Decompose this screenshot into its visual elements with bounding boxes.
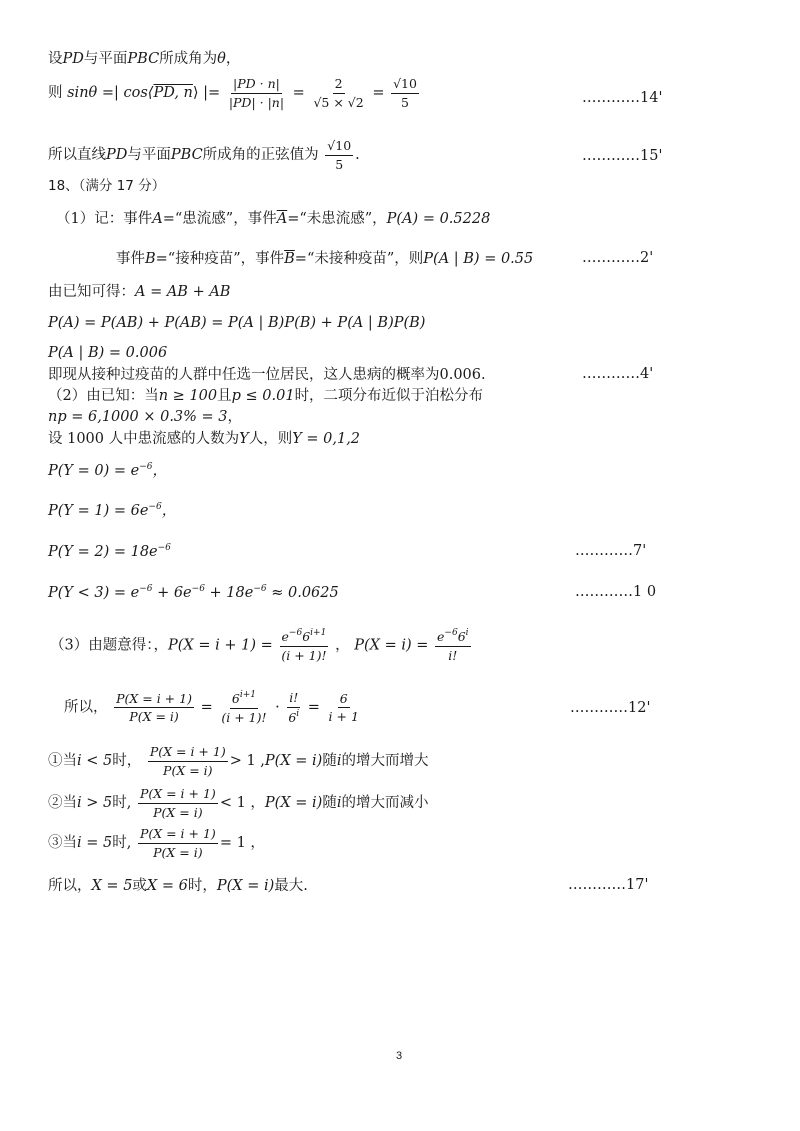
- var-y: Y: [239, 431, 249, 447]
- line-case-3: [48, 826, 265, 860]
- text: ①当: [48, 753, 77, 770]
- var-pd: PD: [106, 147, 128, 164]
- formula: P(A | B) = 0.55: [423, 251, 534, 267]
- base: 6: [302, 629, 311, 644]
- text: .: [481, 367, 486, 383]
- formula: P(Y = 1) = 6e: [48, 503, 149, 519]
- text: 时，: [112, 753, 142, 770]
- var-i: i: [336, 753, 342, 770]
- text: （2）由已知：当: [48, 388, 159, 404]
- line-py0: [48, 462, 167, 480]
- text: ，: [225, 51, 241, 67]
- var-pd: PD: [62, 51, 84, 67]
- formula: P(Y < 3) = e: [48, 585, 140, 601]
- line-angle-def: [48, 50, 240, 68]
- text: 由已知可得：: [48, 284, 135, 300]
- exponent: i+1: [239, 690, 256, 700]
- numerator: P(X = i + 1): [138, 786, 218, 804]
- text: 所以，: [48, 878, 92, 894]
- text: 时，: [187, 878, 217, 894]
- numerator: [230, 690, 258, 709]
- fraction-ratio: [138, 826, 218, 860]
- line-pab-result: P(A | B) = 0.006: [48, 345, 168, 361]
- text: 设 1000 人中患流感的人数为: [48, 431, 240, 447]
- line-part3-setup: [50, 628, 473, 663]
- exponent: −6: [157, 543, 171, 553]
- text: =“患流感”，事件: [162, 211, 277, 227]
- line-total-probability: P(A) = P(AB) + P(AB) = P(A | B)P(B) + P(A | B)P(B): [48, 315, 426, 331]
- var-i: i: [336, 795, 342, 812]
- line-py-less-3: [48, 584, 339, 602]
- fraction-ratio: [148, 744, 228, 778]
- var-pbc: PBC: [127, 51, 160, 67]
- equals: =: [200, 699, 213, 716]
- text: 或: [132, 878, 147, 894]
- line-sine-conclusion: [48, 138, 360, 172]
- formula: P(X = i) =: [354, 637, 429, 654]
- formula: P(Y = 2) = 18e: [48, 544, 158, 560]
- denominator: |PD| · |n|: [228, 94, 285, 110]
- denominator: i!: [448, 647, 458, 663]
- text: （1）记：事件: [56, 211, 153, 227]
- base: e: [437, 629, 445, 644]
- text: =“接种疫苗”，事件: [155, 251, 285, 267]
- formula: P(X = i): [264, 795, 323, 812]
- formula: np = 6,1000 × 0.3% = 3: [48, 409, 228, 425]
- line-case-2: [48, 786, 428, 820]
- text: 的增大而减小: [341, 795, 429, 812]
- text: 与平面: [83, 51, 128, 67]
- formula: n ≥ 100: [158, 388, 218, 404]
- numerator: P(X = i + 1): [138, 826, 218, 844]
- formula: X = 6: [146, 878, 188, 894]
- denominator: 5: [401, 94, 409, 110]
- exponent: −6: [139, 462, 153, 472]
- base: 6: [231, 691, 240, 706]
- score-7: …………7': [575, 543, 647, 559]
- text: 最大.: [274, 878, 308, 894]
- text: 时,: [112, 835, 132, 852]
- numerator: P(X = i + 1): [148, 744, 228, 762]
- var-a: A: [152, 211, 163, 227]
- formula: P(X = i + 1) =: [167, 637, 273, 654]
- denominator: √5 × √2: [313, 94, 364, 110]
- text: .: [355, 147, 360, 164]
- line-define-y: [48, 430, 360, 448]
- numerator: 2: [333, 76, 345, 94]
- text: 所以直线: [48, 147, 106, 164]
- score-12: …………12': [570, 700, 651, 716]
- text: 设: [48, 51, 63, 67]
- fraction-factorial: [286, 690, 301, 725]
- fraction-result: [325, 138, 353, 172]
- base: 6: [457, 629, 466, 644]
- text: > 1 ,: [229, 753, 265, 770]
- numerator: i!: [287, 690, 300, 708]
- text: 的增大而增大: [341, 753, 429, 770]
- formula-part: ⟩ |=: [192, 85, 221, 102]
- page-number: 3: [396, 1050, 403, 1062]
- denominator: i + 1: [328, 709, 359, 725]
- line-case-1: [48, 744, 428, 778]
- formula-vectors: PD, n: [153, 85, 193, 102]
- text: 人，则: [248, 431, 293, 447]
- formula: P(Y = 0) = e: [48, 463, 140, 479]
- fraction-dot-product: [227, 76, 286, 110]
- formula: p ≤ 0.01: [231, 388, 295, 404]
- equals: =: [307, 699, 320, 716]
- var-theta: θ: [217, 51, 226, 67]
- numerator: 6: [338, 691, 350, 709]
- denominator: P(X = i): [129, 709, 179, 725]
- score-17: …………17': [568, 877, 649, 893]
- formula: + 6e: [152, 585, 192, 601]
- formula-part: sinθ =| cos⟨: [67, 85, 154, 102]
- formula: A = AB + AB: [135, 284, 231, 300]
- formula: i > 5: [77, 795, 113, 812]
- exponent: i: [465, 628, 469, 638]
- line-event-b: [116, 250, 533, 268]
- text: 所成角为: [159, 51, 218, 67]
- multiply: ·: [275, 699, 280, 716]
- text: =“未患流感”，: [287, 211, 387, 227]
- exponent: i+1: [310, 628, 327, 638]
- exponent: −6: [253, 584, 267, 594]
- fraction-pxi: [435, 628, 471, 663]
- question-18-heading: 18、（满分 17 分）: [48, 178, 166, 194]
- line-np: [48, 408, 242, 426]
- value: 0.006: [439, 367, 482, 383]
- denominator: (i + 1)!: [221, 709, 267, 725]
- equals: =: [292, 85, 305, 102]
- fraction-simplified: [327, 691, 361, 725]
- text: 即现从接种过疫苗的人群中任选一位居民，这人患病的概率为: [48, 367, 440, 383]
- numerator: [435, 628, 471, 647]
- score-10: …………1 0: [575, 584, 657, 600]
- text: 随: [322, 753, 337, 770]
- formula: Y = 0,1,2: [292, 431, 361, 447]
- var-b: B: [145, 251, 156, 267]
- numerator: √10: [391, 76, 419, 94]
- formula: P(X = i): [216, 878, 275, 894]
- fraction-ratio: [114, 691, 194, 725]
- text: ③当: [48, 835, 77, 852]
- numerator: |PD · n|: [231, 76, 282, 94]
- base: e: [281, 629, 289, 644]
- exponent: −6: [444, 628, 458, 638]
- line-py2: [48, 543, 171, 561]
- exponent: −6: [288, 628, 303, 638]
- text: =“未接种疫苗”，则: [294, 251, 424, 267]
- line-py1: [48, 502, 176, 520]
- formula: ≈ 0.0625: [266, 585, 339, 601]
- line-event-a: [56, 210, 490, 228]
- line-given: [48, 283, 230, 301]
- var-b-bar: $\overline{B}$: [284, 251, 295, 267]
- text: 所以，: [64, 699, 108, 716]
- text: ，: [335, 637, 350, 654]
- formula: i < 5: [77, 753, 113, 770]
- formula: + 18e: [204, 585, 254, 601]
- text: （3）由题意得：，: [50, 637, 168, 654]
- text: 则: [48, 85, 63, 102]
- denominator: P(X = i): [163, 762, 213, 778]
- text: 时，二项分布近似于泊松分布: [294, 388, 484, 404]
- numerator: [280, 628, 329, 647]
- equals: =: [372, 85, 385, 102]
- fraction-value: [311, 76, 365, 110]
- formula: X = 5: [91, 878, 133, 894]
- numerator: P(X = i + 1): [114, 691, 194, 709]
- text: 与平面: [127, 147, 171, 164]
- denominator: P(X = i): [153, 804, 203, 820]
- text: 所成角的正弦值为: [202, 147, 319, 164]
- line-sin-formula: [48, 76, 421, 110]
- line-final-conclusion: [48, 877, 308, 895]
- formula: P(X = i): [264, 753, 323, 770]
- numerator: √10: [325, 138, 353, 156]
- text: 时,: [112, 795, 132, 812]
- fraction-power: [219, 690, 268, 725]
- score-14: …………14': [582, 90, 663, 106]
- score-15: …………15': [582, 148, 663, 164]
- var-a-bar: $\overline{A}$: [276, 211, 288, 227]
- text: ，: [161, 503, 177, 519]
- exponent: −6: [139, 584, 153, 594]
- text: = 1 ，: [219, 835, 265, 852]
- exponent: i: [296, 708, 300, 719]
- score-4: …………4': [582, 366, 654, 382]
- line-ratio: [64, 690, 363, 725]
- line-interpretation: [48, 366, 486, 384]
- text: ，: [227, 409, 243, 425]
- exponent: −6: [191, 584, 205, 594]
- text: ，: [152, 463, 167, 479]
- fraction-pxi1: [279, 628, 328, 663]
- score-2: …………2': [582, 250, 654, 266]
- exponent: −6: [148, 502, 162, 512]
- formula: i = 5: [77, 835, 113, 852]
- denominator: (i + 1)!: [281, 647, 327, 663]
- text: ②当: [48, 795, 77, 812]
- text: 随: [322, 795, 337, 812]
- denominator: 5: [335, 156, 344, 172]
- denominator: [286, 708, 301, 726]
- var-pbc: PBC: [170, 147, 203, 164]
- text: 且: [217, 388, 232, 404]
- fraction-ratio: [138, 786, 218, 820]
- base: 6: [288, 709, 297, 725]
- formula: P(A) = 0.5228: [386, 211, 491, 227]
- fraction-result: [391, 76, 419, 110]
- line-poisson-condition: [48, 387, 483, 405]
- text: < 1 ，: [219, 795, 265, 812]
- text: 事件: [116, 251, 145, 267]
- denominator: P(X = i): [153, 844, 203, 860]
